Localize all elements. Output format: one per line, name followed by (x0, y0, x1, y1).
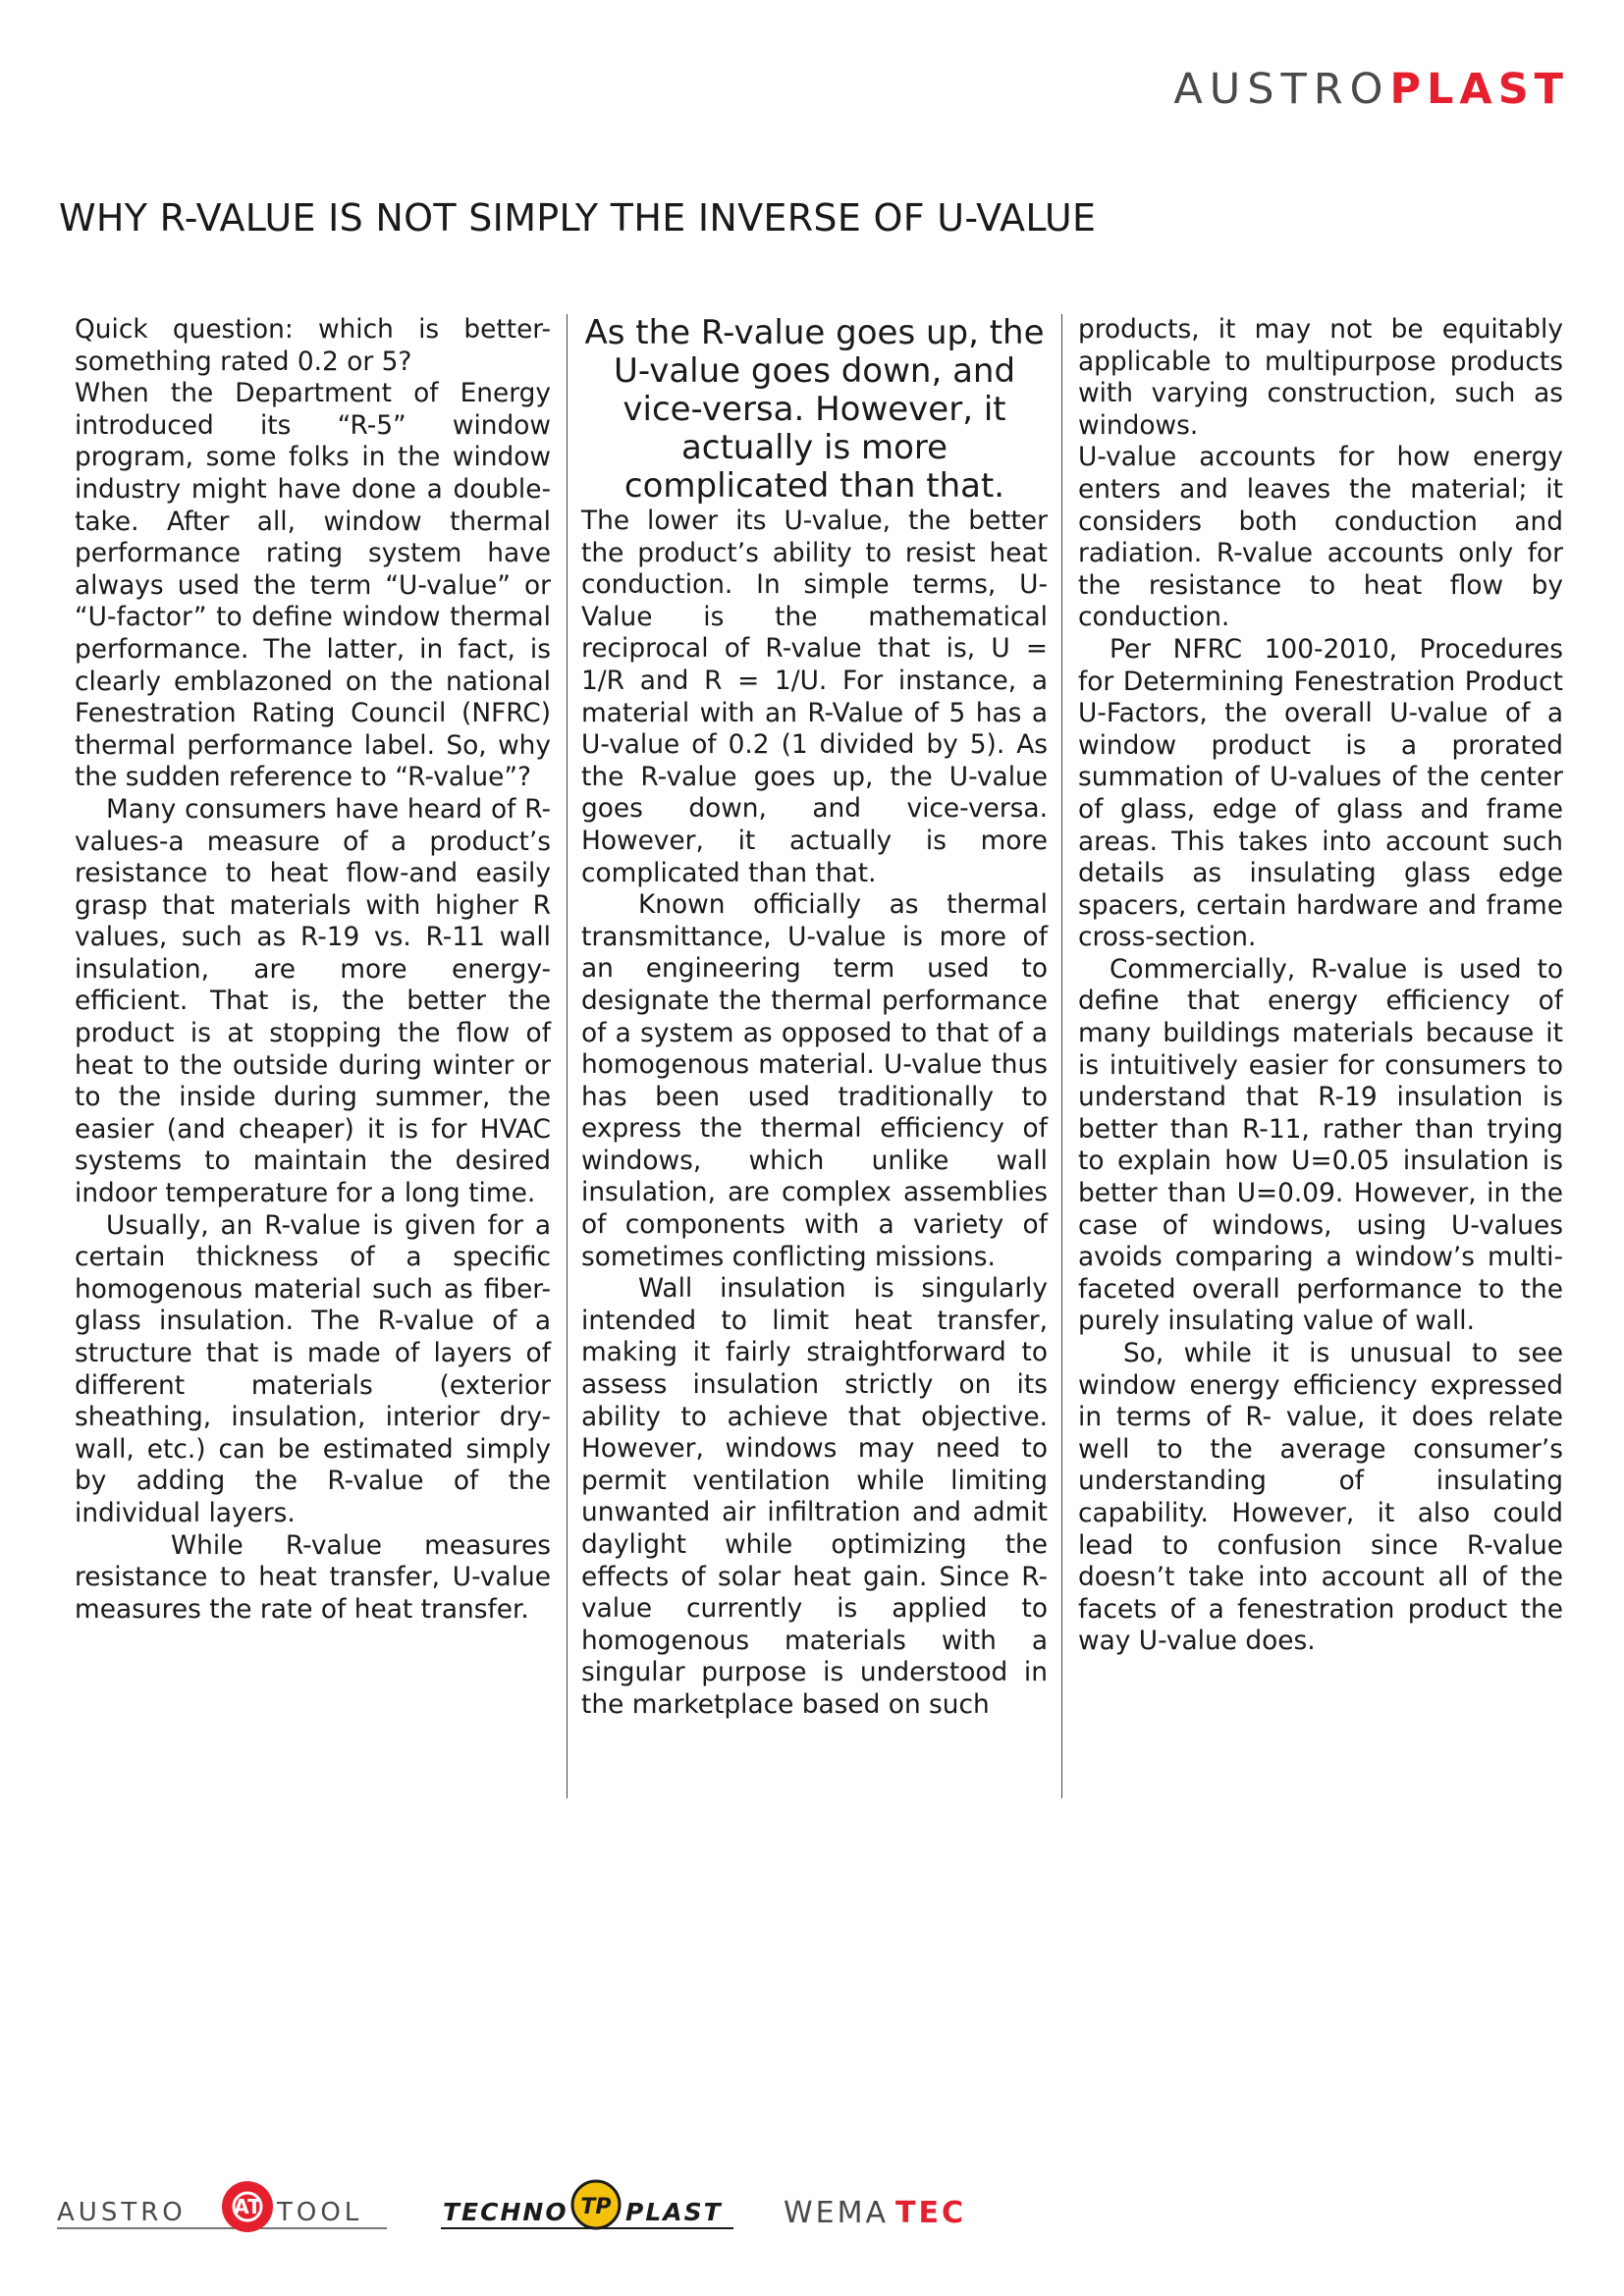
technoplast-badge: TP (580, 2195, 612, 2219)
austrotool-left-text: AUSTRO (57, 2198, 187, 2227)
paragraph: When the Department of Energy introduced its “R-5” window program, some folks in the window industry might have done a double-take. After all, window thermal performance rating system have always used the term “U-value” or “U-factor” to define window thermal performance. The latter, in fact, is clearly emblazoned on the national Fenestration Rating Council (NFRC) thermal performance label. So, why the sudden reference to “R-value”? (75, 378, 551, 793)
paragraph: Per NFRC 100-2010, Procedures for Determining Fenestration Product U-Factors, the overall U-value of a window product is a prorated summation of U-values of the center of glass, edge of glass and frame areas. This takes into account such details as insulating glass edge spacers, certain hardware and frame cross-section. (1078, 633, 1563, 953)
wematec-part1: WEMA (784, 2196, 890, 2230)
austrotool-logo (55, 2177, 389, 2236)
wematec-part2: TEC (895, 2196, 966, 2230)
paragraph: While R-value measures resistance to heat transfer, U-value measures the rate of heat transfer. (75, 1529, 551, 1625)
austrotool-right-text: TOOL (277, 2198, 363, 2227)
paragraph: U-value accounts for how energy enters and leaves the material; it considers both conduction and radiation. R-value accounts only for the resistance to heat flow by conduction. (1078, 442, 1563, 633)
paragraph: Quick question: which is better- something rated 0.2 or 5? (75, 314, 551, 377)
page-title: WHY R-VALUE IS NOT SIMPLY THE INVERSE OF U-VALUE (59, 196, 1097, 240)
technoplast-left-text: TECHNO (443, 2198, 568, 2226)
paragraph: Commercially, R-value is used to define that energy efficiency of many buildings materials because it is intuitively easier for consumers to understand that R-19 insulation is better than R-11, rather than trying to explain how U=0.05 insulation is better than U=0.09. However, in the case of windows, using U-values avoids comparing a window’s multi-faceted overall performance to the purely insulating value of wall. (1078, 953, 1563, 1337)
article-columns (61, 314, 1563, 1798)
technoplast-right-text: PLAST (625, 2198, 723, 2226)
technoplast-logo (441, 2177, 735, 2236)
logo-part-austro: AUSTRO (1173, 65, 1390, 114)
paragraph: The lower its U-value, the better the product’s ability to resist heat conduction. In simple terms, U-Value is the mathematical reciprocal of R-value that is, U = 1/R and R = 1/U. For instance, a material with an R-Value of 5 has a U-value of 0.2 (1 divided by 5). As the R-value goes up, the U-value goes down, and vice-versa. However, it actually is more complicated than that. (581, 506, 1048, 888)
wematec-logo (782, 2177, 998, 2236)
paragraph: So, while it is unusual to see window energy efficiency expressed in terms of R- value, it does relate well to the average consumer’s understanding of insulating capability. However, it also could lead to confusion since R-value doesn’t take into account all of the facets of a fenestration product the way U-value does. (1078, 1338, 1563, 1657)
paragraph: Usually, an R-value is given for a certain thickness of a specific homogenous material such as fiber-glass insulation. The R-value of a structure that is made of layers of different materials (exterior sheathing, insulation, interior dry-wall, etc.) can be estimated simply by adding the R-value of the individual layers. (75, 1209, 551, 1528)
austrotool-badge: AT (234, 2195, 261, 2218)
pull-quote: As the R-value goes up, the U-value goes down, and vice-versa. However, it actually is more complicated than that. (584, 314, 1045, 506)
paragraph: products, it may not be equitably applicable to multipurpose products with varying construction, such as windows. (1078, 314, 1563, 441)
footer-logos (55, 2177, 1037, 2236)
paragraph: Many consumers have heard of R-values-a measure of a product’s resistance to heat flow-and easily grasp that materials with higher R values, such as R-19 vs. R-11 wall insulation, are more energy-efficient. That is, the better the product is at stopping the flow of heat to the outside during winter or to the inside during summer, the easier (and cheaper) it is for HVAC systems to maintain the desired indoor temperature for a long time. (75, 793, 551, 1209)
austroplast-logo (1173, 65, 1569, 114)
column-1 (61, 314, 567, 1798)
column-3 (1062, 314, 1563, 1798)
paragraph: Known officially as thermal transmittance, U-value is more of an engineering term used to designate the thermal performance of a system as opposed to that of a homogenous material. U-value thus has been used traditionally to express the thermal efficiency of windows, which unlike wall insulation, are complex assemblies of components with a variety of sometimes conflicting missions. (581, 889, 1048, 1272)
paragraph: Wall insulation is singularly intended to limit heat transfer, making it fairly straightforward to assess insulation strictly on its ability to achieve that objective. However, windows may need to permit ventilation while limiting unwanted air infiltration and admit daylight while optimizing the effects of solar heat gain. Since R-value currently is applied to homogenous materials with a singular purpose is understood in the marketplace based on such (581, 1273, 1048, 1720)
column-2 (567, 314, 1062, 1798)
logo-part-plast: PLAST (1389, 65, 1569, 114)
